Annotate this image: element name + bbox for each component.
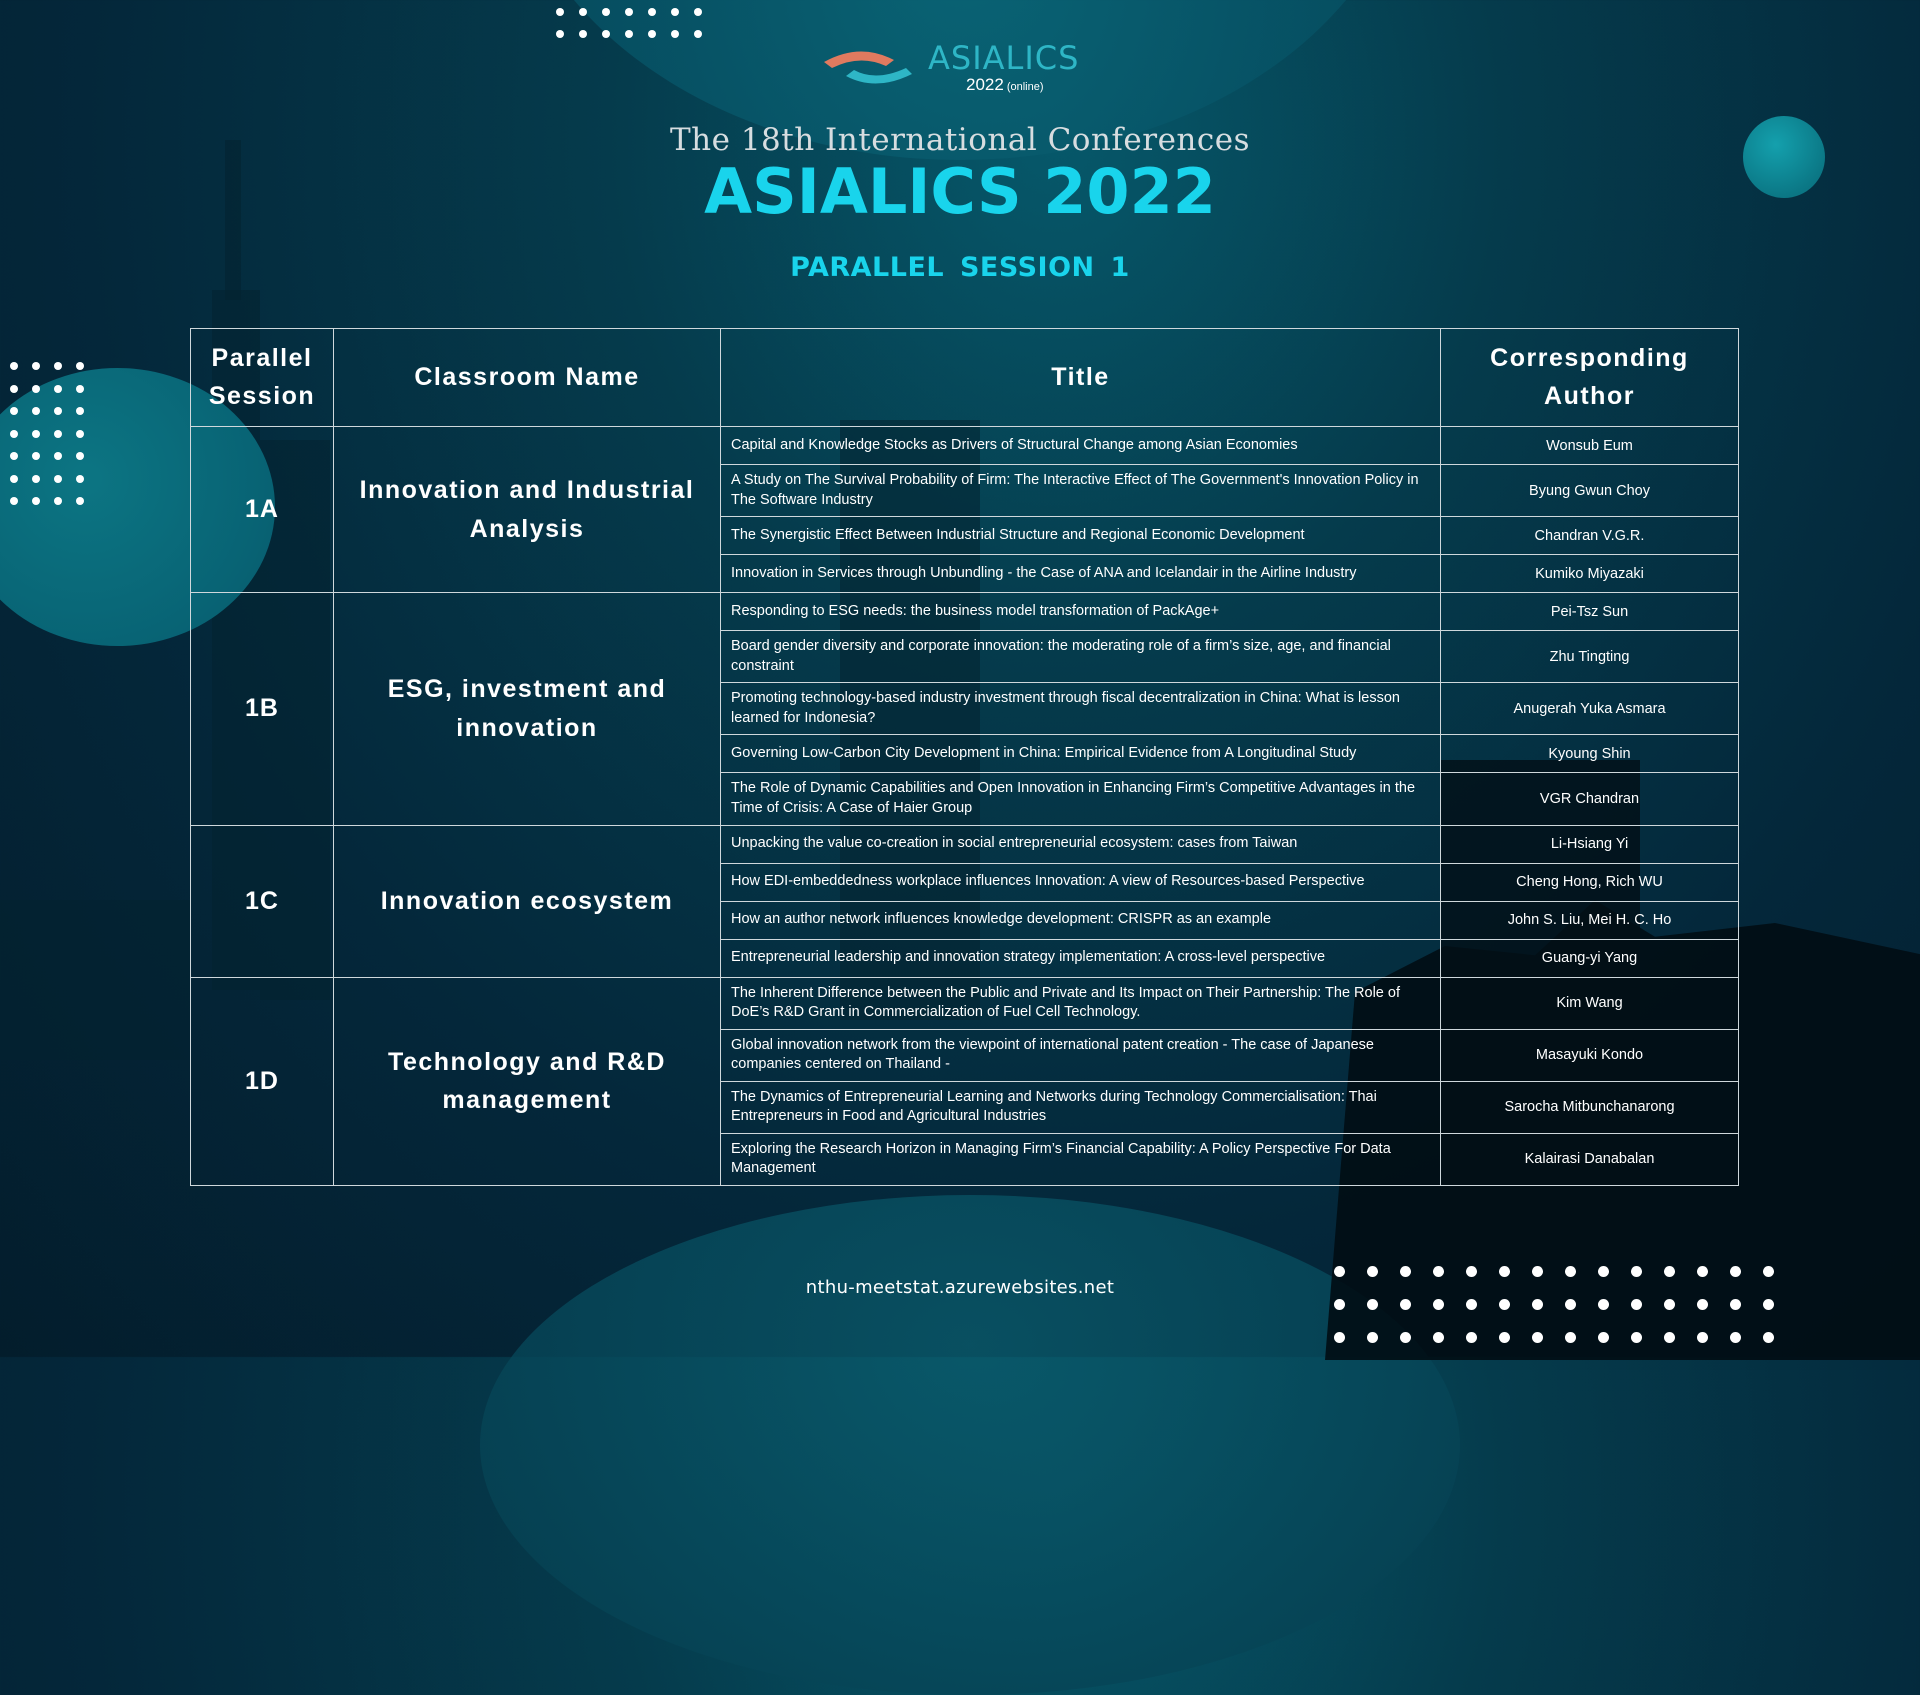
decorative-dot [1664,1332,1675,1343]
corresponding-author: Li-Hsiang Yi [1441,825,1739,863]
decorative-dot [1433,1299,1444,1310]
decorative-dot [1763,1266,1774,1277]
decorative-dot [1565,1266,1576,1277]
decorative-dot [1433,1266,1444,1277]
corresponding-author: Wonsub Eum [1441,427,1739,465]
dot-pattern-left [10,362,84,505]
dot-pattern-top [556,8,702,38]
decorative-dot [54,452,62,460]
decorative-dot [1763,1332,1774,1343]
decorative-dot [579,8,587,16]
paper-title: Capital and Knowledge Stocks as Drivers of Structural Change among Asian Economies [721,427,1441,465]
decorative-dot [1697,1266,1708,1277]
decorative-dot [1499,1299,1510,1310]
decorative-dot [1466,1266,1477,1277]
table-row [191,593,1739,631]
decorative-dot [602,30,610,38]
decorative-dot [76,385,84,393]
corresponding-author: Sarocha Mitbunchanarong [1441,1081,1739,1133]
decorative-dot [1532,1266,1543,1277]
corresponding-author: VGR Chandran [1441,773,1739,825]
decorative-dot [1631,1299,1642,1310]
column-header-title: Title [721,329,1441,427]
decorative-dot [1367,1299,1378,1310]
decorative-dot [32,475,40,483]
decorative-dot [1763,1299,1774,1310]
column-header-session: Parallel Session [191,329,334,427]
decorative-dot [1598,1299,1609,1310]
decorative-dot [76,362,84,370]
decorative-dot [1730,1299,1741,1310]
classroom-name: Innovation ecosystem [334,825,721,977]
paper-title: Board gender diversity and corporate innovation: the moderating role of a firm’s size, age, and financial constraint [721,631,1441,683]
decorative-dot [1367,1266,1378,1277]
conference-subtitle: The 18th International Conferences [669,122,1250,158]
paper-title: A Study on The Survival Probability of Firm: The Interactive Effect of The Government's Innovation Policy in The Software Industry [721,465,1441,517]
decorative-dot [76,475,84,483]
decorative-dot [10,362,18,370]
table-header-row [191,329,1739,427]
paper-title: Exploring the Research Horizon in Managing Firm’s Financial Capability: A Policy Perspective For Data Management [721,1133,1441,1185]
decorative-dot [10,407,18,415]
decorative-dot [1334,1299,1345,1310]
decorative-dot [76,407,84,415]
decorative-dot [1499,1332,1510,1343]
corresponding-author: Masayuki Kondo [1441,1029,1739,1081]
decorative-dot [556,8,564,16]
decorative-dot [76,430,84,438]
decorative-dot [625,30,633,38]
decorative-dot [76,497,84,505]
decorative-dot [1664,1299,1675,1310]
corresponding-author: Kumiko Miyazaki [1441,555,1739,593]
conference-logo [820,40,1080,100]
decorative-dot [10,475,18,483]
decorative-dot [648,30,656,38]
classroom-name: Technology and R&D management [334,977,721,1186]
corresponding-author: Pei-Tsz Sun [1441,593,1739,631]
paper-title: Promoting technology-based industry investment through fiscal decentralization in China: What is lesson learned for Indonesia? [721,683,1441,735]
decorative-dot [1730,1266,1741,1277]
column-header-classroom: Classroom Name [334,329,721,427]
decorative-dot [54,407,62,415]
logo-year: 2022 (online) [966,75,1044,94]
decorative-dot [32,497,40,505]
paper-title: The Role of Dynamic Capabilities and Open Innovation in Enhancing Firm’s Competitive Advantages in the Time of Crisis: A Case of Haier Group [721,773,1441,825]
decorative-dot [54,385,62,393]
decorative-dot [76,452,84,460]
decorative-dot [1334,1332,1345,1343]
decorative-dot [1697,1299,1708,1310]
paper-title: The Synergistic Effect Between Industrial Structure and Regional Economic Development [721,517,1441,555]
paper-title: Entrepreneurial leadership and innovation strategy implementation: A cross-level perspective [721,939,1441,977]
decorative-dot [1631,1332,1642,1343]
paper-title: The Inherent Difference between the Public and Private and Its Impact on Their Partnership: The Role of DoE’s R&D Grant in Commercialization of Fuel Cell Technology. [721,977,1441,1029]
decorative-dot [1367,1332,1378,1343]
paper-title: Responding to ESG needs: the business model transformation of PackAge+ [721,593,1441,631]
corresponding-author: Cheng Hong, Rich WU [1441,863,1739,901]
session-heading: PARALLEL SESSION 1 [790,252,1130,283]
corresponding-author: Kyoung Shin [1441,735,1739,773]
classroom-name: ESG, investment and innovation [334,593,721,825]
decorative-dot [579,30,587,38]
background-circle-bottom [480,1195,1460,1695]
conference-title: ASIALICS 2022 [704,155,1216,228]
decorative-dot [10,452,18,460]
decorative-dot [10,430,18,438]
decorative-dot [1697,1332,1708,1343]
paper-title: Innovation in Services through Unbundling - the Case of ANA and Icelandair in the Airline Industry [721,555,1441,593]
decorative-dot [1466,1332,1477,1343]
decorative-dot [54,497,62,505]
corresponding-author: Byung Gwun Choy [1441,465,1739,517]
logo-swoosh-icon [820,46,916,92]
classroom-name: Innovation and Industrial Analysis [334,427,721,593]
decorative-dot [1664,1266,1675,1277]
decorative-dot [10,497,18,505]
decorative-dot [1499,1266,1510,1277]
table-row [191,427,1739,465]
decorative-dot [1532,1299,1543,1310]
corresponding-author: Chandran V.G.R. [1441,517,1739,555]
corresponding-author: Kim Wang [1441,977,1739,1029]
decorative-dot [1400,1266,1411,1277]
skyline-building [0,900,190,1060]
decorative-dot [10,385,18,393]
schedule-table [190,328,1739,1186]
decorative-dot [602,8,610,16]
decorative-dot [1631,1266,1642,1277]
decorative-dot [32,452,40,460]
paper-title: The Dynamics of Entrepreneurial Learning and Networks during Technology Commercialisation: Thai Entrepreneurs in Food and Agricultural Industries [721,1081,1441,1133]
paper-title: How EDI-embeddedness workplace influences Innovation: A view of Resources-based Perspective [721,863,1441,901]
session-code: 1B [191,593,334,825]
decorative-dot [54,430,62,438]
decorative-dot [54,475,62,483]
paper-title: How an author network influences knowledge development: CRISPR as an example [721,901,1441,939]
corresponding-author: Zhu Tingting [1441,631,1739,683]
decorative-dot [32,430,40,438]
decorative-dot [1400,1332,1411,1343]
decorative-dot [32,407,40,415]
decorative-dot [32,385,40,393]
corresponding-author: John S. Liu, Mei H. C. Ho [1441,901,1739,939]
decorative-dot [671,30,679,38]
decorative-dot [1532,1332,1543,1343]
session-code: 1A [191,427,334,593]
decorative-dot [1730,1332,1741,1343]
decorative-dot [1334,1266,1345,1277]
decorative-dot [648,8,656,16]
decorative-dot [1433,1332,1444,1343]
decorative-dot [1598,1266,1609,1277]
decorative-dot [1466,1299,1477,1310]
paper-title: Governing Low-Carbon City Development in China: Empirical Evidence from A Longitudinal Study [721,735,1441,773]
decorative-dot [671,8,679,16]
paper-title: Unpacking the value co-creation in social entrepreneurial ecosystem: cases from Taiwan [721,825,1441,863]
decorative-dot [1565,1332,1576,1343]
column-header-author: Corresponding Author [1441,329,1739,427]
decorative-dot [694,30,702,38]
decorative-dot [1565,1299,1576,1310]
paper-title: Global innovation network from the viewpoint of international patent creation - The case of Japanese companies centered on Thailand - [721,1029,1441,1081]
corresponding-author: Kalairasi Danabalan [1441,1133,1739,1185]
decorative-dot [556,30,564,38]
table-row [191,977,1739,1029]
decorative-dot [32,362,40,370]
decorative-dot [1400,1299,1411,1310]
decorative-dot [1598,1332,1609,1343]
corresponding-author: Anugerah Yuka Asmara [1441,683,1739,735]
session-code: 1D [191,977,334,1186]
decorative-dot [54,362,62,370]
decorative-dot [694,8,702,16]
footer-url: nthu-meetstat.azurewebsites.net [805,1277,1115,1298]
logo-wordmark: ASIALICS [928,39,1080,77]
table-row [191,825,1739,863]
corresponding-author: Guang-yi Yang [1441,939,1739,977]
decorative-dot [625,8,633,16]
session-code: 1C [191,825,334,977]
